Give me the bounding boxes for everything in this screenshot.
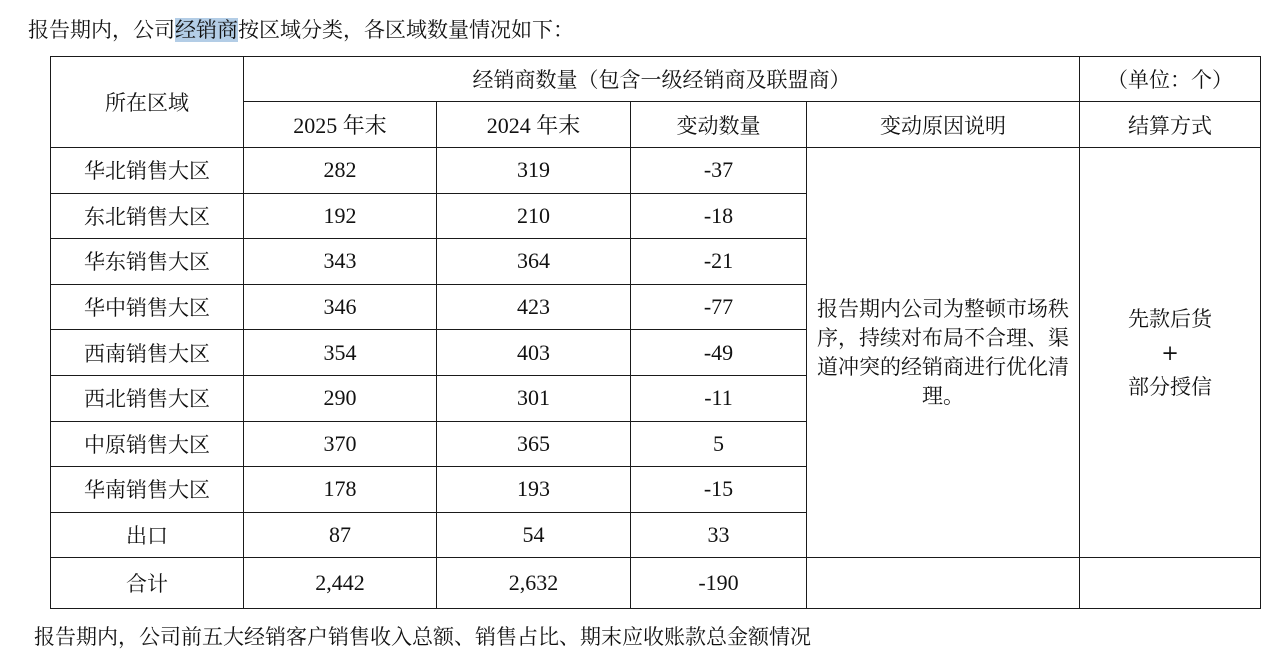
- value-2024-cell: 193: [437, 467, 631, 513]
- header-change: 变动数量: [631, 102, 807, 148]
- region-cell: 西南销售大区: [51, 330, 244, 376]
- change-cell: -11: [631, 375, 807, 421]
- header-reason: 变动原因说明: [807, 102, 1080, 148]
- region-cell: 华南销售大区: [51, 467, 244, 513]
- value-2024-cell: 54: [437, 512, 631, 558]
- header-settlement: 结算方式: [1080, 102, 1261, 148]
- change-cell: 5: [631, 421, 807, 467]
- reason-cell: [807, 148, 1080, 558]
- value-2024-cell: 403: [437, 330, 631, 376]
- total-row: [51, 558, 1261, 609]
- reason-text: 报告期内公司为整顿市场秩序，持续对布局不合理、渠道冲突的经销商进行优化清理。: [817, 296, 1069, 408]
- intro-text-after: 按区域分类，各区域数量情况如下：: [238, 18, 574, 42]
- value-2025-cell: 178: [244, 467, 437, 513]
- value-2025-cell: 346: [244, 284, 437, 330]
- header-2025-label: 2025 年末: [293, 113, 387, 138]
- change-cell: -18: [631, 193, 807, 239]
- settlement-line1: 先款后货: [1128, 306, 1212, 331]
- region-cell: 东北销售大区: [51, 193, 244, 239]
- value-2024-cell: 210: [437, 193, 631, 239]
- change-cell: 33: [631, 512, 807, 558]
- total-2024-cell: 2,632: [437, 558, 631, 609]
- value-2024-cell: 423: [437, 284, 631, 330]
- total-reason-empty-cell: [807, 558, 1080, 609]
- value-2025-cell: 192: [244, 193, 437, 239]
- intro-text-before: 报告期内，公司: [28, 18, 175, 42]
- total-2025-cell: 2,442: [244, 558, 437, 609]
- header-2025: [244, 102, 437, 148]
- table-row: [51, 148, 1261, 194]
- value-2025-cell: 290: [244, 375, 437, 421]
- region-cell: 出口: [51, 512, 244, 558]
- value-2025-cell: 370: [244, 421, 437, 467]
- value-2024-cell: 319: [437, 148, 631, 194]
- total-label-cell: 合计: [51, 558, 244, 609]
- value-2025-cell: 354: [244, 330, 437, 376]
- value-2024-cell: 301: [437, 375, 631, 421]
- change-cell: -37: [631, 148, 807, 194]
- region-cell: 华中销售大区: [51, 284, 244, 330]
- value-2024-cell: 365: [437, 421, 631, 467]
- header-region: 所在区域: [51, 57, 244, 148]
- header-2024: [437, 102, 631, 148]
- change-cell: -77: [631, 284, 807, 330]
- value-2024-cell: 364: [437, 239, 631, 285]
- settlement-line3: 部分授信: [1128, 374, 1212, 399]
- change-cell: -21: [631, 239, 807, 285]
- header-2024-label: 2024 年末: [486, 113, 581, 138]
- intro-paragraph: [28, 12, 574, 48]
- header-dealer-count: 经销商数量（包含一级经销商及联盟商）: [244, 57, 1080, 102]
- total-change-cell: -190: [631, 558, 807, 609]
- value-2025-cell: 343: [244, 239, 437, 285]
- header-row-1: [51, 57, 1261, 102]
- region-cell: 中原销售大区: [51, 421, 244, 467]
- outro-paragraph: 报告期内，公司前五大经销客户销售收入总额、销售占比、期末应收账款总金额情况: [34, 625, 811, 649]
- value-2025-cell: 282: [244, 148, 437, 194]
- value-2025-cell: 87: [244, 512, 437, 558]
- region-cell: 华北销售大区: [51, 148, 244, 194]
- dealer-region-table: [50, 56, 1261, 609]
- change-cell: -49: [631, 330, 807, 376]
- region-cell: 华东销售大区: [51, 239, 244, 285]
- settlement-line2: +: [1161, 340, 1179, 365]
- intro-highlighted-text[interactable]: 经销商: [175, 18, 238, 42]
- header-unit: （单位：个）: [1080, 57, 1261, 102]
- settlement-cell: [1080, 148, 1261, 558]
- total-settlement-empty-cell: [1080, 558, 1261, 609]
- change-cell: -15: [631, 467, 807, 513]
- region-cell: 西北销售大区: [51, 375, 244, 421]
